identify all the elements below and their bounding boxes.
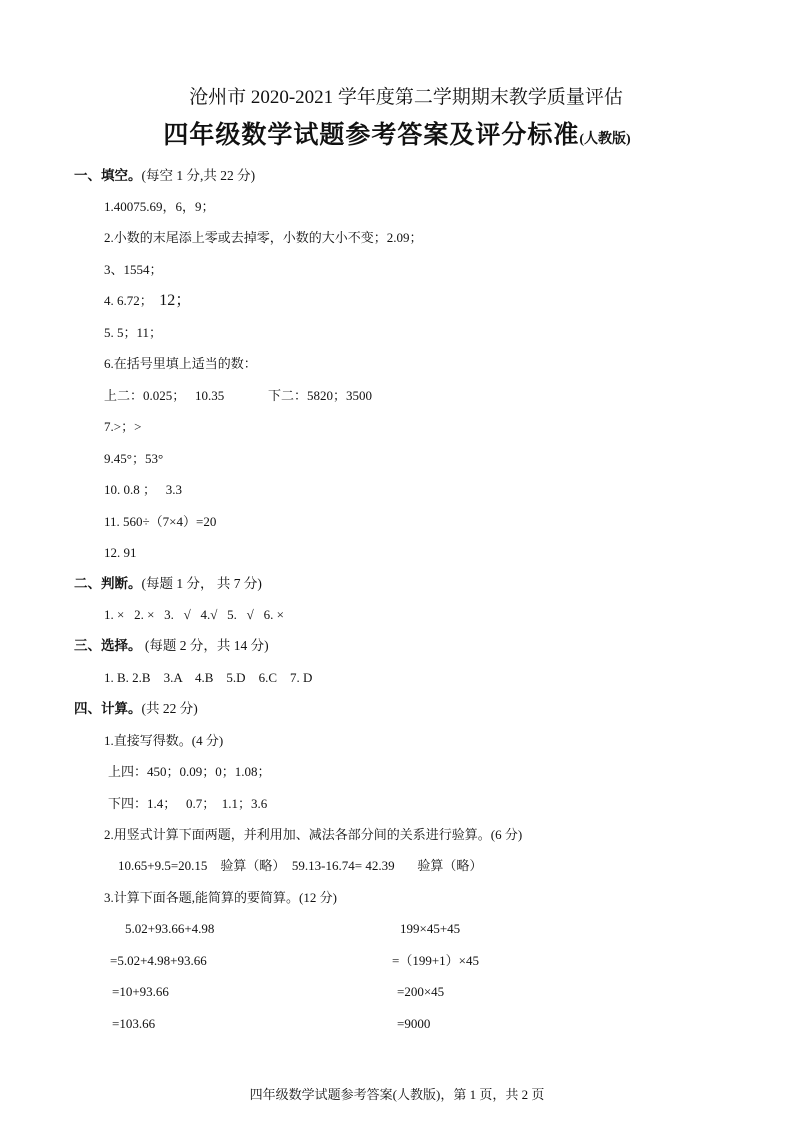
calc-left-step: =5.02+4.98+93.66 — [110, 953, 207, 968]
calc-right-step: =200×45 — [397, 984, 445, 999]
fill-answer-11: 11. 560÷（7×4）=20 — [104, 514, 217, 529]
fill-answer-6: 6.在括号里填上适当的数： — [104, 356, 257, 371]
section-title: 二、判断。 — [74, 576, 142, 591]
section-fill-heading — [74, 168, 255, 184]
fill-answer-6-upper: 上二：0.025； 10.35 — [104, 388, 225, 403]
section-points: (每题 2 分，共 14 分) — [141, 638, 269, 653]
fill-answer-1: 1.40075.69，6，9； — [104, 199, 215, 214]
fill-answer-4a: 4. 6.72； — [104, 293, 160, 308]
judge-answers: 1. × 2. × 3. √ 4.√ 5. √ 6. × — [104, 607, 284, 622]
section-points: (每题 1 分， 共 7 分) — [141, 576, 262, 591]
calc-part1-title: 1.直接写得数。(4 分) — [104, 733, 224, 748]
choice-answers: 1. B. 2.B 3.A 4.B 5.D 6.C 7. D — [104, 670, 313, 685]
subtitle-text: 四年级数学试题参考答案及评分标准 — [163, 122, 580, 149]
fill-answer-4b: 12； — [159, 292, 192, 309]
calc-right-step: =9000 — [397, 1016, 431, 1031]
document-subtitle — [0, 120, 794, 156]
fill-answer-4 — [104, 293, 191, 309]
document-title: 沧州市 2020-2021 学年度第二学期期末教学质量评估 — [189, 87, 623, 108]
fill-answer-7: 7.>；> — [104, 419, 142, 434]
edition-label: (人教版) — [579, 132, 631, 147]
fill-answer-9: 9.45°；53° — [104, 451, 164, 466]
fill-answer-3: 3、1554； — [104, 262, 163, 277]
calc-part1-upper: 上四：450；0.09；0；1.08； — [108, 764, 271, 779]
section-title: 三、选择。 — [74, 638, 142, 653]
calc-left-step: =10+93.66 — [112, 984, 169, 999]
calc-left-step: 5.02+93.66+4.98 — [125, 921, 215, 936]
section-judge-heading — [74, 576, 262, 592]
section-points: (每空 1 分,共 22 分) — [141, 168, 256, 183]
section-points: (共 22 分) — [141, 701, 198, 716]
section-calc-heading — [74, 701, 198, 717]
calc-part3-title: 3.计算下面各题,能简算的要简算。(12 分) — [104, 890, 337, 905]
page-footer: 四年级数学试题参考答案(人教版)，第 1 页，共 2 页 — [249, 1087, 545, 1102]
calc-right-step: 199×45+45 — [400, 921, 461, 936]
section-title: 一、填空。 — [74, 168, 142, 183]
fill-answer-5: 5. 5；11； — [104, 325, 163, 340]
fill-answer-12: 12. 91 — [104, 545, 137, 560]
calc-part1-lower: 下四：1.4； 0.7； 1.1；3.6 — [108, 796, 268, 811]
calc-left-step: =103.66 — [112, 1016, 156, 1031]
calc-right-step: =（199+1）×45 — [392, 953, 479, 968]
calc-part2-line: 10.65+9.5=20.15 验算（略） 59.13-16.74= 42.39 验算（略） — [118, 858, 483, 873]
fill-answer-6-lower: 下二：5820；3500 — [268, 388, 373, 403]
fill-answer-10: 10. 0.8 ； 3.3 — [104, 482, 183, 497]
calc-part2-title: 2.用竖式计算下面两题，并利用加、减法各部分间的关系进行验算。(6 分) — [104, 827, 523, 842]
section-choice-heading — [74, 638, 269, 654]
section-title: 四、计算。 — [74, 701, 142, 716]
fill-answer-2: 2.小数的末尾添上零或去掉零，小数的大小不变；2.09； — [104, 230, 423, 245]
